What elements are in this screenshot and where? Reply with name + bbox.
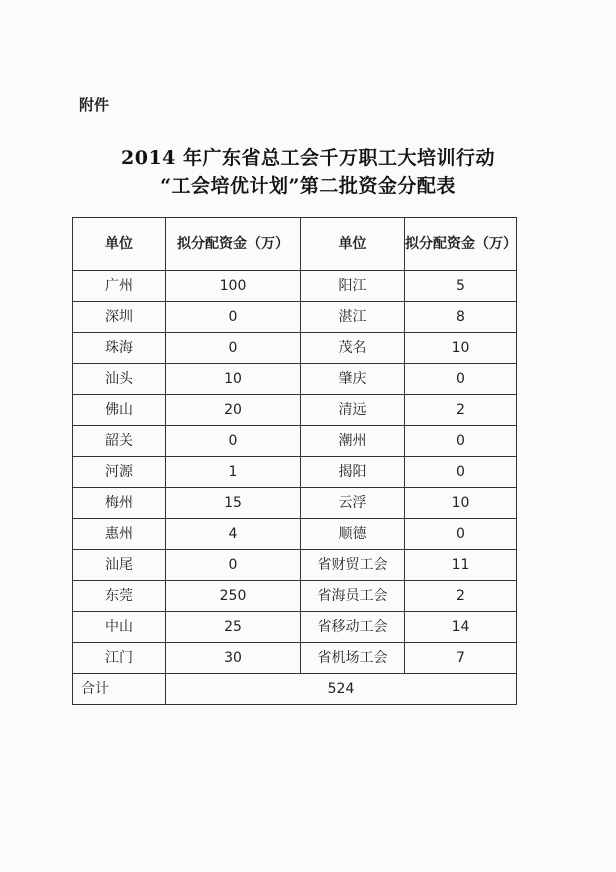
cell-amount-right: 0 bbox=[405, 519, 517, 550]
cell-unit-left: 广州 bbox=[73, 271, 166, 302]
cell-unit-left: 江门 bbox=[73, 643, 166, 674]
cell-amount-right: 14 bbox=[405, 612, 517, 643]
cell-unit-right: 阳江 bbox=[301, 271, 405, 302]
cell-amount-right: 11 bbox=[405, 550, 517, 581]
cell-amount-left: 250 bbox=[166, 581, 301, 612]
table-row bbox=[73, 581, 517, 612]
cell-amount-left: 0 bbox=[166, 333, 301, 364]
cell-unit-right: 肇庆 bbox=[301, 364, 405, 395]
table-header-row bbox=[73, 218, 517, 271]
table-row bbox=[73, 333, 517, 364]
cell-unit-left: 梅州 bbox=[73, 488, 166, 519]
allocation-table bbox=[72, 217, 517, 705]
total-row bbox=[73, 674, 517, 705]
cell-amount-right: 0 bbox=[405, 426, 517, 457]
cell-amount-left: 0 bbox=[166, 426, 301, 457]
cell-unit-right: 云浮 bbox=[301, 488, 405, 519]
cell-amount-right: 10 bbox=[405, 488, 517, 519]
table-row bbox=[73, 364, 517, 395]
cell-amount-left: 4 bbox=[166, 519, 301, 550]
table-row bbox=[73, 612, 517, 643]
cell-amount-right: 8 bbox=[405, 302, 517, 333]
cell-unit-left: 河源 bbox=[73, 457, 166, 488]
table-row bbox=[73, 643, 517, 674]
cell-unit-right: 省机场工会 bbox=[301, 643, 405, 674]
cell-unit-right: 省移动工会 bbox=[301, 612, 405, 643]
total-value: 524 bbox=[166, 674, 517, 705]
header-amount-left: 拟分配资金（万） bbox=[166, 218, 301, 271]
table-row bbox=[73, 426, 517, 457]
cell-unit-left: 中山 bbox=[73, 612, 166, 643]
cell-amount-right: 0 bbox=[405, 364, 517, 395]
cell-amount-left: 1 bbox=[166, 457, 301, 488]
cell-unit-right: 清远 bbox=[301, 395, 405, 426]
table-row bbox=[73, 271, 517, 302]
cell-amount-right: 0 bbox=[405, 457, 517, 488]
table-body bbox=[73, 271, 517, 674]
cell-amount-right: 10 bbox=[405, 333, 517, 364]
cell-unit-right: 湛江 bbox=[301, 302, 405, 333]
cell-amount-right: 2 bbox=[405, 395, 517, 426]
cell-amount-left: 10 bbox=[166, 364, 301, 395]
cell-amount-left: 0 bbox=[166, 302, 301, 333]
header-unit-right: 单位 bbox=[301, 218, 405, 271]
cell-unit-right: 顺德 bbox=[301, 519, 405, 550]
cell-amount-left: 25 bbox=[166, 612, 301, 643]
total-label: 合计 bbox=[73, 674, 166, 705]
cell-unit-right: 省海员工会 bbox=[301, 581, 405, 612]
cell-unit-left: 汕头 bbox=[73, 364, 166, 395]
cell-unit-left: 深圳 bbox=[73, 302, 166, 333]
cell-unit-right: 潮州 bbox=[301, 426, 405, 457]
cell-unit-right: 揭阳 bbox=[301, 457, 405, 488]
cell-unit-right: 茂名 bbox=[301, 333, 405, 364]
cell-amount-left: 30 bbox=[166, 643, 301, 674]
cell-amount-left: 100 bbox=[166, 271, 301, 302]
cell-amount-left: 15 bbox=[166, 488, 301, 519]
cell-unit-left: 汕尾 bbox=[73, 550, 166, 581]
cell-unit-left: 珠海 bbox=[73, 333, 166, 364]
cell-amount-right: 5 bbox=[405, 271, 517, 302]
cell-unit-left: 佛山 bbox=[73, 395, 166, 426]
document-title-line-2: “工会培优计划”第二批资金分配表 bbox=[160, 175, 456, 197]
cell-amount-right: 7 bbox=[405, 643, 517, 674]
header-unit-left: 单位 bbox=[73, 218, 166, 271]
table-row bbox=[73, 550, 517, 581]
cell-amount-left: 20 bbox=[166, 395, 301, 426]
table-row bbox=[73, 395, 517, 426]
table-row bbox=[73, 519, 517, 550]
table-row bbox=[73, 302, 517, 333]
attachment-label: 附件 bbox=[79, 96, 110, 114]
cell-amount-right: 2 bbox=[405, 581, 517, 612]
table-row bbox=[73, 488, 517, 519]
cell-unit-left: 东莞 bbox=[73, 581, 166, 612]
table-row bbox=[73, 457, 517, 488]
cell-unit-left: 韶关 bbox=[73, 426, 166, 457]
document-title-line-1: 2014 年广东省总工会千万职工大培训行动 bbox=[121, 147, 495, 169]
header-amount-right: 拟分配资金（万） bbox=[405, 218, 517, 271]
cell-unit-right: 省财贸工会 bbox=[301, 550, 405, 581]
cell-amount-left: 0 bbox=[166, 550, 301, 581]
cell-unit-left: 惠州 bbox=[73, 519, 166, 550]
